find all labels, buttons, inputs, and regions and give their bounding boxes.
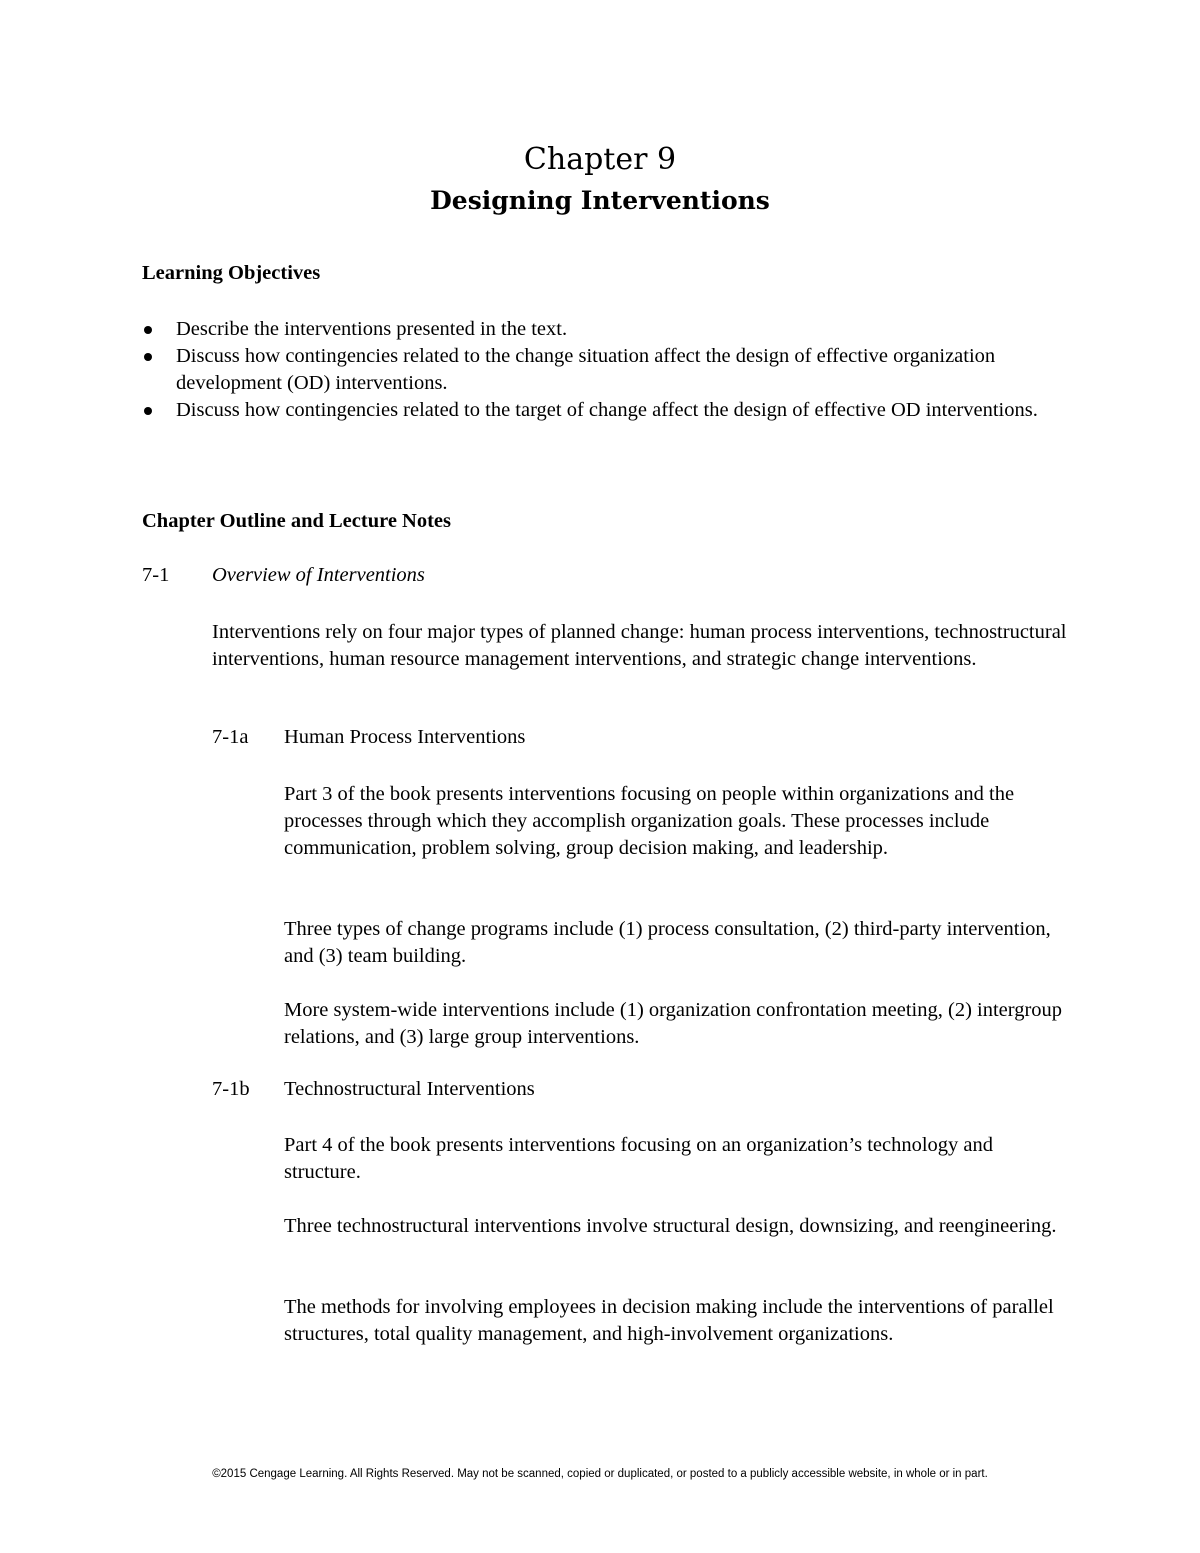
section-number: 7-1: [142, 564, 170, 586]
objective-text: Discuss how contingencies related to the change situation affect the design of effective organization development (OD) interventions.: [176, 345, 996, 394]
learning-objectives-heading: Learning Objectives: [142, 262, 321, 284]
subsection-paragraph: The methods for involving employees in decision making include the interventions of parallel structures, total quality management, and high-involvement organizations.: [284, 1296, 1054, 1345]
subsection-title: Human Process Interventions: [284, 726, 526, 748]
copyright-footer: ©2015 Cengage Learning. All Rights Reserved. May not be scanned, copied or duplicated, or posted to a publicly accessible website, in whole or in part.: [212, 1468, 988, 1480]
objective-item: [142, 316, 1062, 343]
chapter-title: Designing Interventions: [430, 186, 770, 215]
objective-text: Describe the interventions presented in the text.: [176, 318, 568, 340]
subsection-paragraph: Part 4 of the book presents interventions focusing on an organization’s technology and structure.: [284, 1134, 994, 1183]
subsection-paragraph: Part 3 of the book presents interventions focusing on people within organizations and the processes through which they accomplish organization goals. These processes include communication, problem solving, group decision making, and leadership.: [284, 783, 1015, 859]
outline-heading: Chapter Outline and Lecture Notes: [142, 510, 452, 532]
subsection-number: 7-1a: [212, 726, 249, 748]
subsection-paragraph: Three technostructural interventions involve structural design, downsizing, and reengineering.: [284, 1215, 1057, 1237]
bullet-icon: [144, 353, 152, 361]
title-block: [0, 140, 1200, 218]
objective-text: Discuss how contingencies related to the target of change affect the design of effective OD interventions.: [176, 399, 1038, 421]
subsection-paragraph: Three types of change programs include (1) process consultation, (2) third-party intervention, and (3) team building.: [284, 918, 1051, 967]
chapter-number: Chapter 9: [523, 142, 677, 177]
objective-item: [142, 343, 1062, 397]
learning-objectives-list: [142, 316, 1062, 424]
subsection-title: Technostructural Interventions: [284, 1078, 535, 1100]
bullet-icon: [144, 407, 152, 415]
objective-item: [142, 397, 1062, 424]
bullet-icon: [144, 326, 152, 334]
section-title: Overview of Interventions: [212, 564, 425, 586]
subsection-number: 7-1b: [212, 1078, 250, 1100]
subsection-paragraph: More system-wide interventions include (1) organization confrontation meeting, (2) intergroup relations, and (3) large group interventions.: [284, 999, 1063, 1048]
section-intro-paragraph: Interventions rely on four major types of planned change: human process interventions, technostructural interventions, human resource management interventions, and strategic change interventions.: [212, 621, 1067, 670]
